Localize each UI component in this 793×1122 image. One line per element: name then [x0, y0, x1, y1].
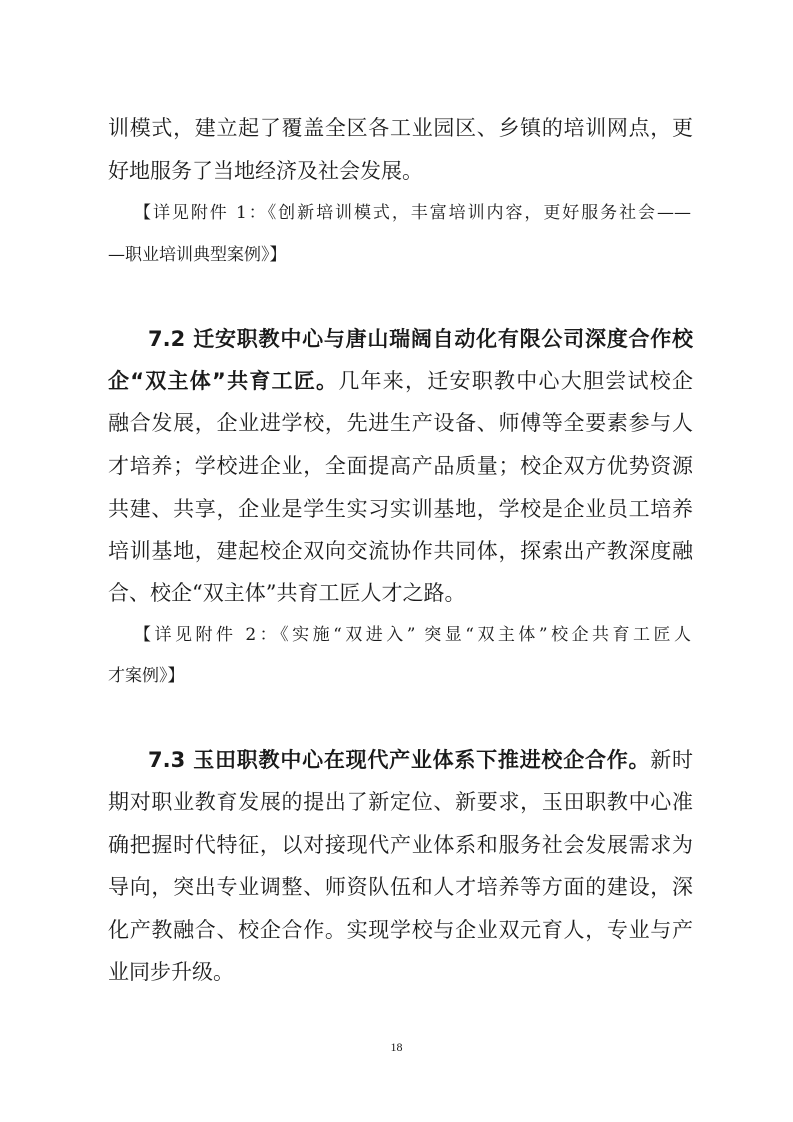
paragraph-line: 训模式，建立起了覆盖全区各工业园区、乡镇的培训网点，更 [108, 116, 693, 140]
attachment-reference: 才案例》】 [108, 666, 185, 686]
attachment-reference: —职业培训典型案例》】 [108, 245, 287, 265]
paragraph-line: 确把握时代特征，以对接现代产业体系和服务社会发展需求为 [108, 833, 693, 857]
paragraph-text: 几年来，迁安职教中心大胆尝试校企 [338, 369, 693, 393]
page-number: 18 [390, 1040, 403, 1054]
paragraph-line: 共建、共享，企业是学生实习实训基地，学校是企业员工培养 [108, 497, 693, 521]
paragraph-line: 业同步升级。 [108, 960, 234, 984]
paragraph-line: 融合发展，企业进学校，先进生产设备、师傅等全要素参与人 [108, 411, 693, 435]
attachment-reference: 【详见附件 1：《创新培训模式，丰富培训内容，更好服务社会—— [134, 203, 691, 223]
paragraph-line [108, 367, 693, 395]
paragraph-line: 才培养；学校进企业，全面提高产品质量；校企双方优势资源 [108, 454, 693, 478]
attachment-reference: 【详见附件 2：《实施“双进入” 突显“双主体”校企共育工匠人 [134, 625, 691, 645]
paragraph-line: 期对职业教育发展的提出了新定位、新要求，玉田职教中心准 [108, 790, 693, 814]
paragraph-line: 导向，突出专业调整、师资队伍和人才培养等方面的建设，深 [108, 875, 693, 899]
paragraph-line: 合、校企“双主体”共育工匠人才之路。 [108, 581, 466, 605]
paragraph-line [148, 746, 693, 774]
section-heading: 7.3 玉田职教中心在现代产业体系下推进校企合作。 [148, 748, 651, 772]
section-heading: 7.2 迁安职教中心与唐山瑞阔自动化有限公司深度合作校 [148, 327, 693, 351]
paragraph-line: 好地服务了当地经济及社会发展。 [108, 159, 423, 183]
paragraph-line: 培训基地，建起校企双向交流协作共同体，探索出产教深度融 [108, 539, 693, 563]
paragraph-line: 化产教融合、校企合作。实现学校与企业双元育人，专业与产 [108, 918, 693, 942]
section-heading-continued: 企“双主体”共育工匠。 [108, 369, 339, 393]
paragraph-text: 新时 [650, 748, 693, 772]
